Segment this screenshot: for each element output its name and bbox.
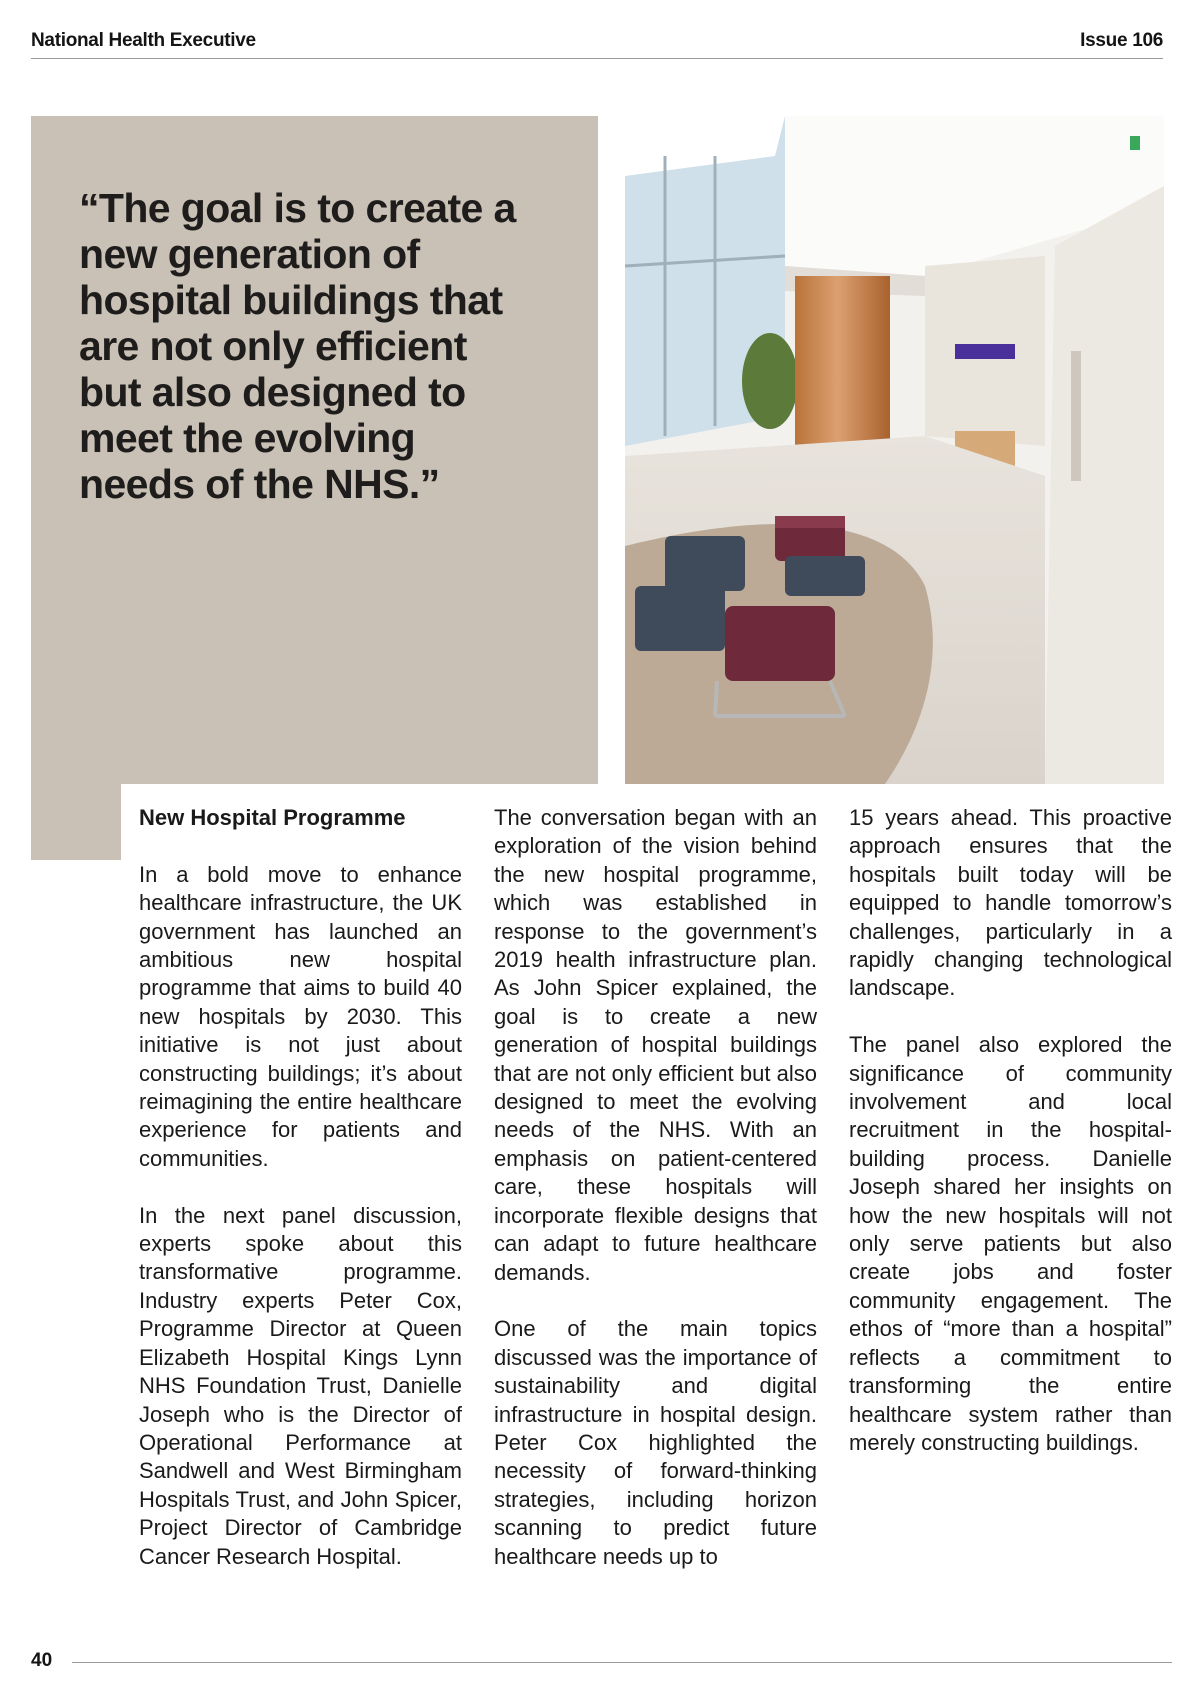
paragraph: The conversation began with an exploration of the vision behind the new hospital programme, which was established in response to the government’s 2019 health infrastructure plan. As John Spicer explained, the goal is to create a new generation of hospital buildings that are not only efficient but also designed to meet the evolving needs of the NHS. With an emphasis on patient-centered care, these hospitals will incorporate flexible designs that can adapt to future healthcare demands. — [494, 805, 817, 1285]
publication-name: National Health Executive — [31, 30, 256, 51]
article-column-1 — [139, 804, 462, 1599]
page-number: 40 — [31, 1650, 53, 1671]
section-title: New Hospital Programme — [139, 805, 406, 830]
article-column-3 — [849, 804, 1172, 1486]
footer-divider — [72, 1662, 1172, 1663]
article-column-2 — [494, 804, 817, 1599]
article-body — [121, 784, 1172, 1624]
paragraph: 15 years ahead. This proactive approach ensures that the hospitals built today will be equipped to handle tomorrow’s challenges, particularly in a rapidly changing technological landscape. — [849, 805, 1172, 1001]
issue-number: Issue 106 — [1080, 30, 1163, 51]
pull-quote: “The goal is to create a new generation of hospital buildings that are not only efficient but also designed to meet the evolving needs of the NHS.” — [79, 185, 516, 507]
page-header — [31, 28, 1163, 59]
paragraph: One of the main topics discussed was the importance of sustainability and digital infrastructure in hospital design. Peter Cox highlighted the necessity of forward-thinking strategies, including horizon scanning to predict future healthcare needs up to — [494, 1316, 817, 1569]
paragraph: The panel also explored the significance of community involvement and local recruitment in the hospital-building process. Danielle Joseph shared her insights on how the new hospitals will not only serve patients but also create jobs and foster community engagement. The ethos of “more than a hospital” reflects a commitment to transforming the entire healthcare system rather than merely constructing buildings. — [849, 1032, 1172, 1455]
paragraph: In the next panel discussion, experts spoke about this transformative programme. Industry experts Peter Cox, Programme Director at Queen Elizabeth Hospital Kings Lynn NHS Foundation Trust, Danielle Joseph who is the Director of Operational Performance at Sandwell and West Birmingham Hospitals Trust, and John Spicer, Project Director of Cambridge Cancer Research Hospital. — [139, 1202, 462, 1569]
hospital-interior-photo — [625, 116, 1164, 784]
paragraph: In a bold move to enhance healthcare infrastructure, the UK government has launched an ambitious new hospital programme that aims to build 40 new hospitals by 2030. This initiative is not just about constructing buildings; it’s about reimagining the entire healthcare experience for patients and communities. — [139, 861, 462, 1171]
